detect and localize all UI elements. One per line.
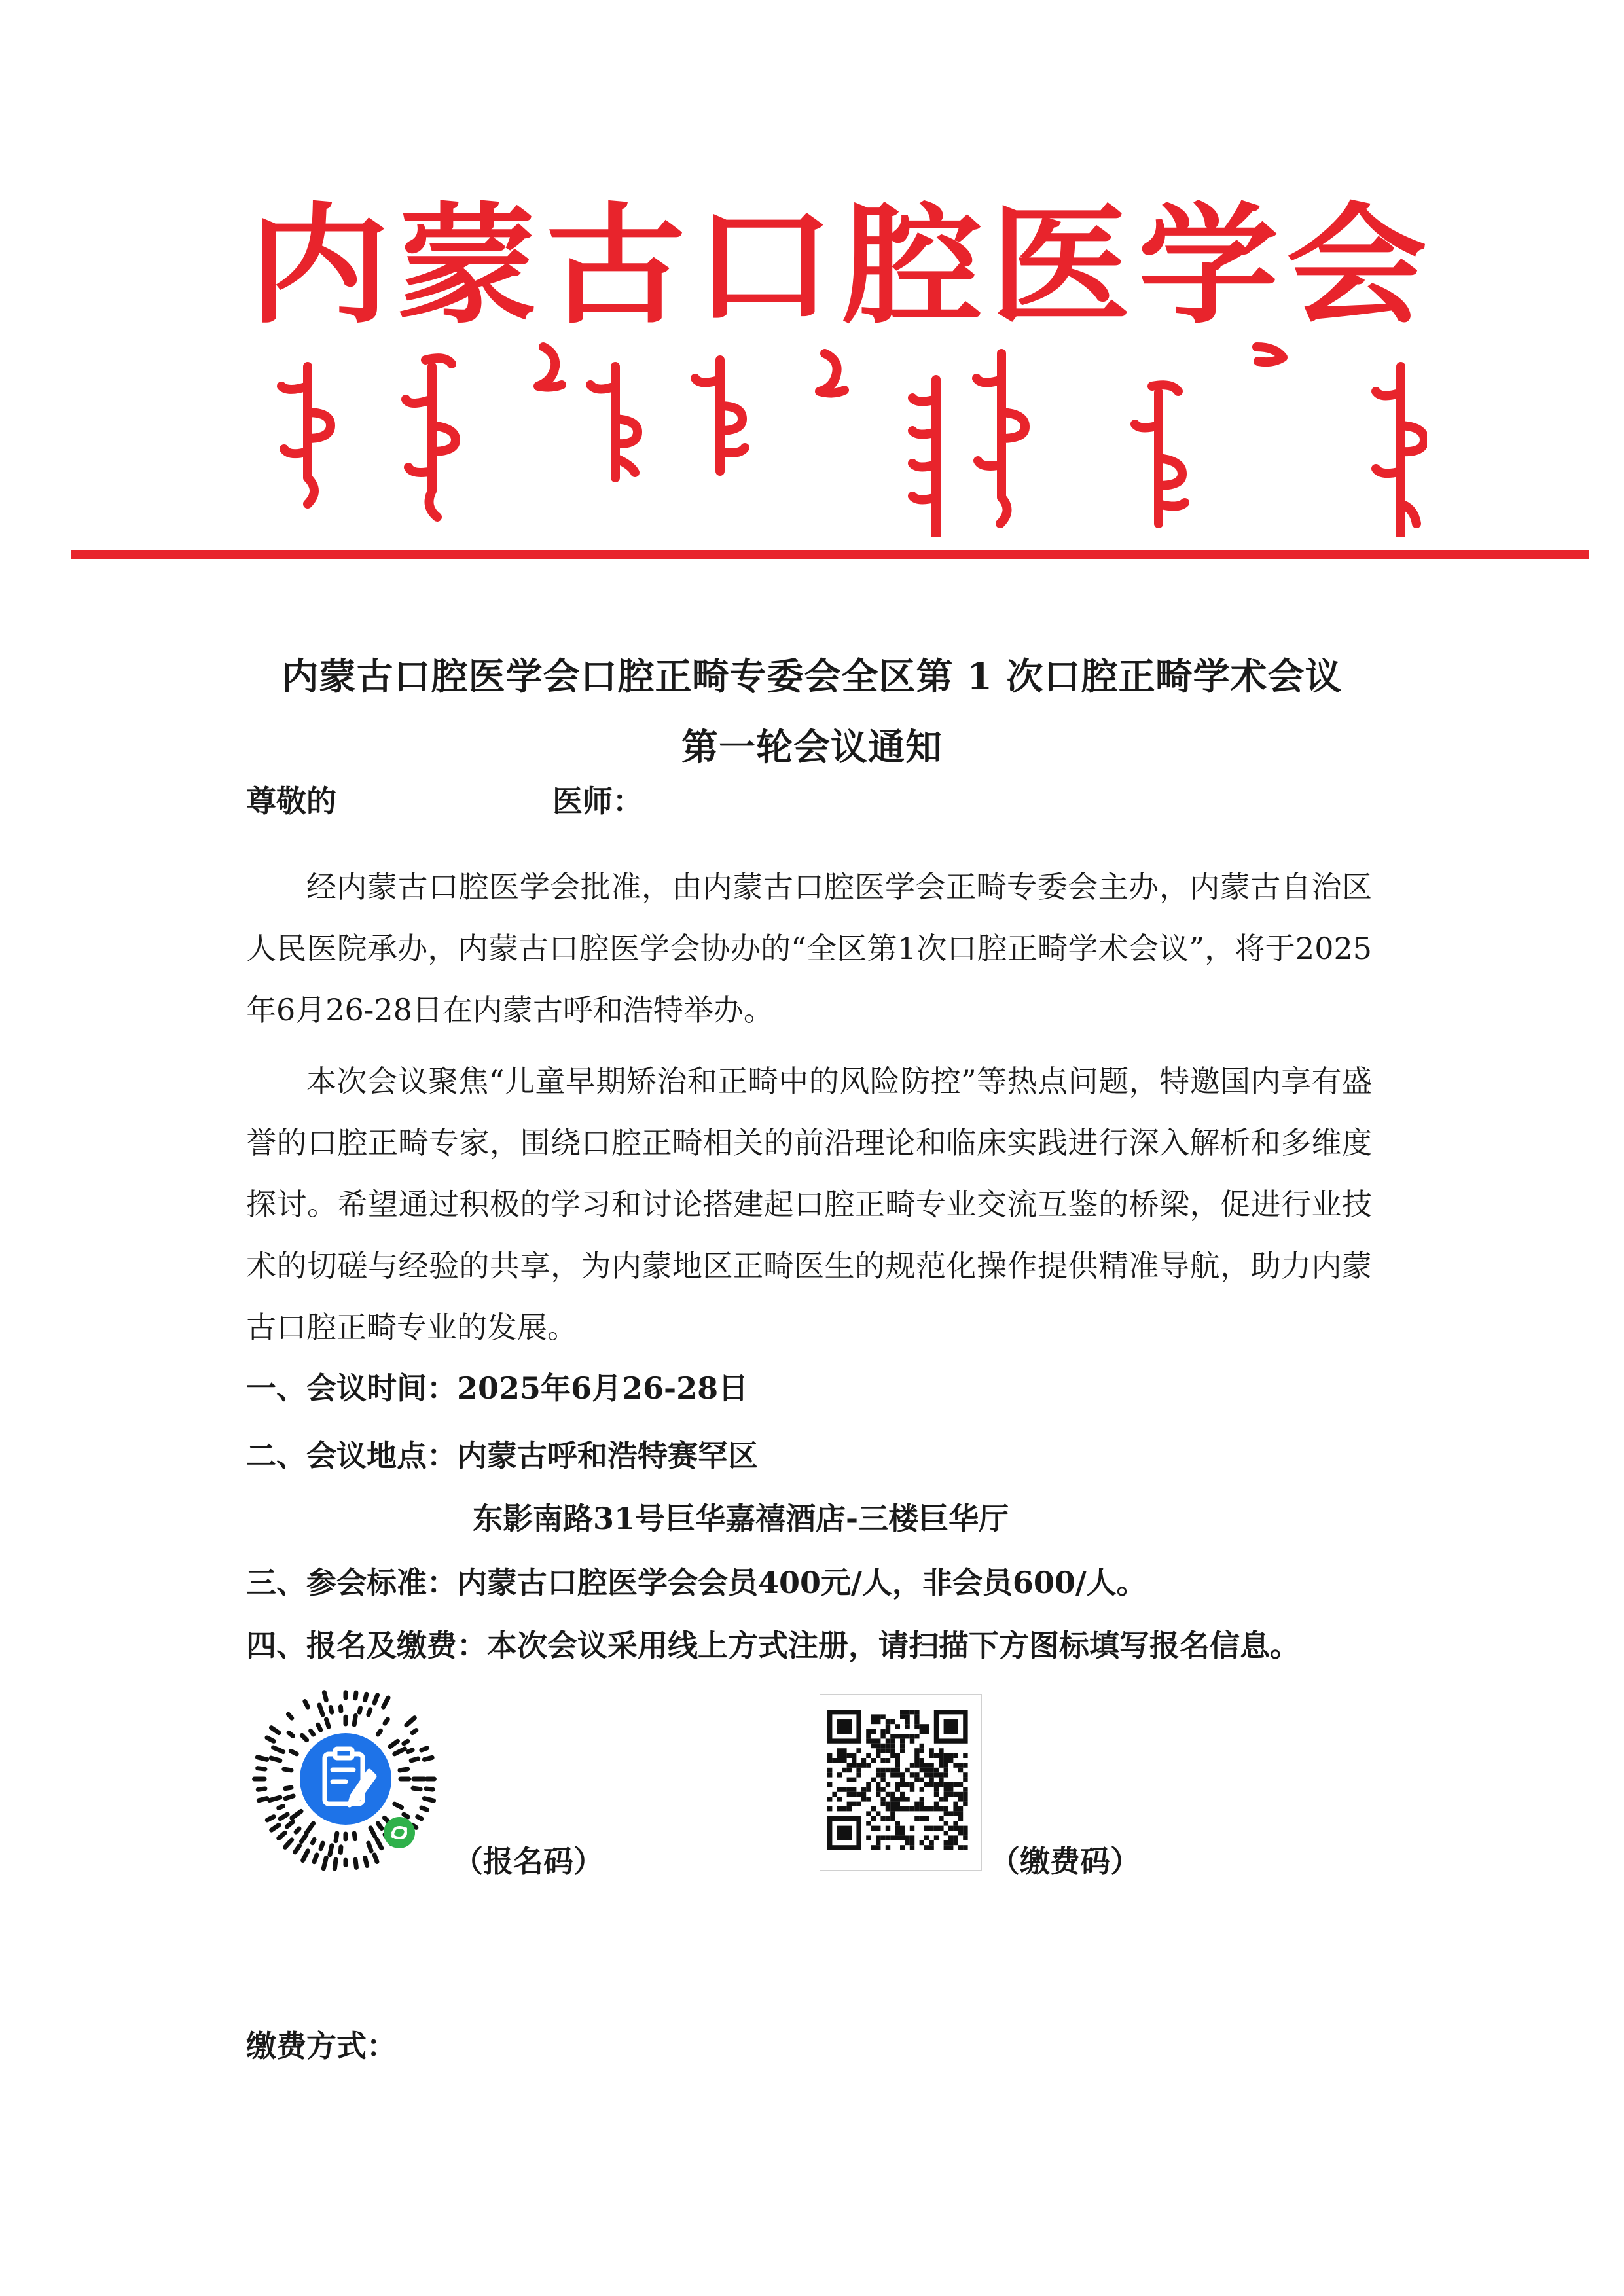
- letterhead: [0, 0, 1624, 576]
- org-name-char: 内: [249, 188, 389, 342]
- notice-title-line1: 内蒙古口腔医学会口腔正畸专委会全区第 1 次口腔正畸学术会议: [281, 655, 1343, 698]
- notice-title-line2: 第一轮会议通知: [681, 726, 943, 769]
- payment-code-caption: （缴费码）: [990, 1844, 1140, 1879]
- org-name-char: 蒙: [397, 188, 538, 342]
- mongolian-script-logo: [249, 340, 1427, 537]
- body-paragraph-1: 经内蒙古口腔医学会批准，由内蒙古口腔医学会正畸专委会主办，内蒙古自治区人民医院承办，内蒙古口腔医学会协办的“全区第1次口腔正畸学术会议”，将于2025年6月26-28日在内蒙古呼和浩特举办。: [246, 869, 1372, 1028]
- payment-method-label: 缴费方式：: [246, 2028, 397, 2064]
- salutation-prefix: 尊敬的: [246, 783, 336, 819]
- registration-code-caption: （报名码）: [453, 1844, 604, 1879]
- salutation-suffix: 医师：: [552, 783, 643, 819]
- org-name-title: [249, 177, 1427, 342]
- registration-info: 四、报名及缴费：本次会议采用线上方式注册，请扫描下方图标填写报名信息。: [246, 1628, 1300, 1663]
- meeting-time: 一、会议时间：2025年6月26-28日: [246, 1371, 749, 1406]
- org-name-char: 学: [1138, 188, 1279, 342]
- mini-program-icon: [384, 1817, 415, 1848]
- registration-code[interactable]: [247, 1681, 444, 1877]
- meeting-venue-detail: 东影南路31号巨华嘉禧酒店-三楼巨华厅: [473, 1501, 1009, 1536]
- attendance-fee: 三、参会标准：内蒙古口腔医学会会员400元/人，非会员600/人。: [246, 1565, 1147, 1600]
- org-name-char: 医: [990, 188, 1131, 342]
- body-paragraph-2: 本次会议聚焦“儿童早期矫治和正畸中的风险防控”等热点问题，特邀国内享有盛誉的口腔正畸专家，围绕口腔正畸相关的前沿理论和临床实践进行深入解析和多维度探讨。希望通过积极的学习和讨论搭建起口腔正畸专业交流互鉴的桥梁，促进行业技术的切磋与经验的共享，为内蒙地区正畸医生的规范化操作提供精准导航，助力内蒙古口腔正畸专业的发展。: [246, 1064, 1372, 1345]
- letterhead-divider: [71, 550, 1589, 559]
- org-name-char: 古: [545, 188, 686, 342]
- meeting-venue: 二、会议地点：内蒙古呼和浩特赛罕区: [246, 1438, 758, 1473]
- salutation: [246, 778, 643, 821]
- org-name-char: 口: [693, 188, 835, 342]
- org-name-char: 腔: [841, 188, 983, 342]
- payment-qr-code[interactable]: [820, 1694, 982, 1871]
- org-name-char: 会: [1286, 188, 1427, 342]
